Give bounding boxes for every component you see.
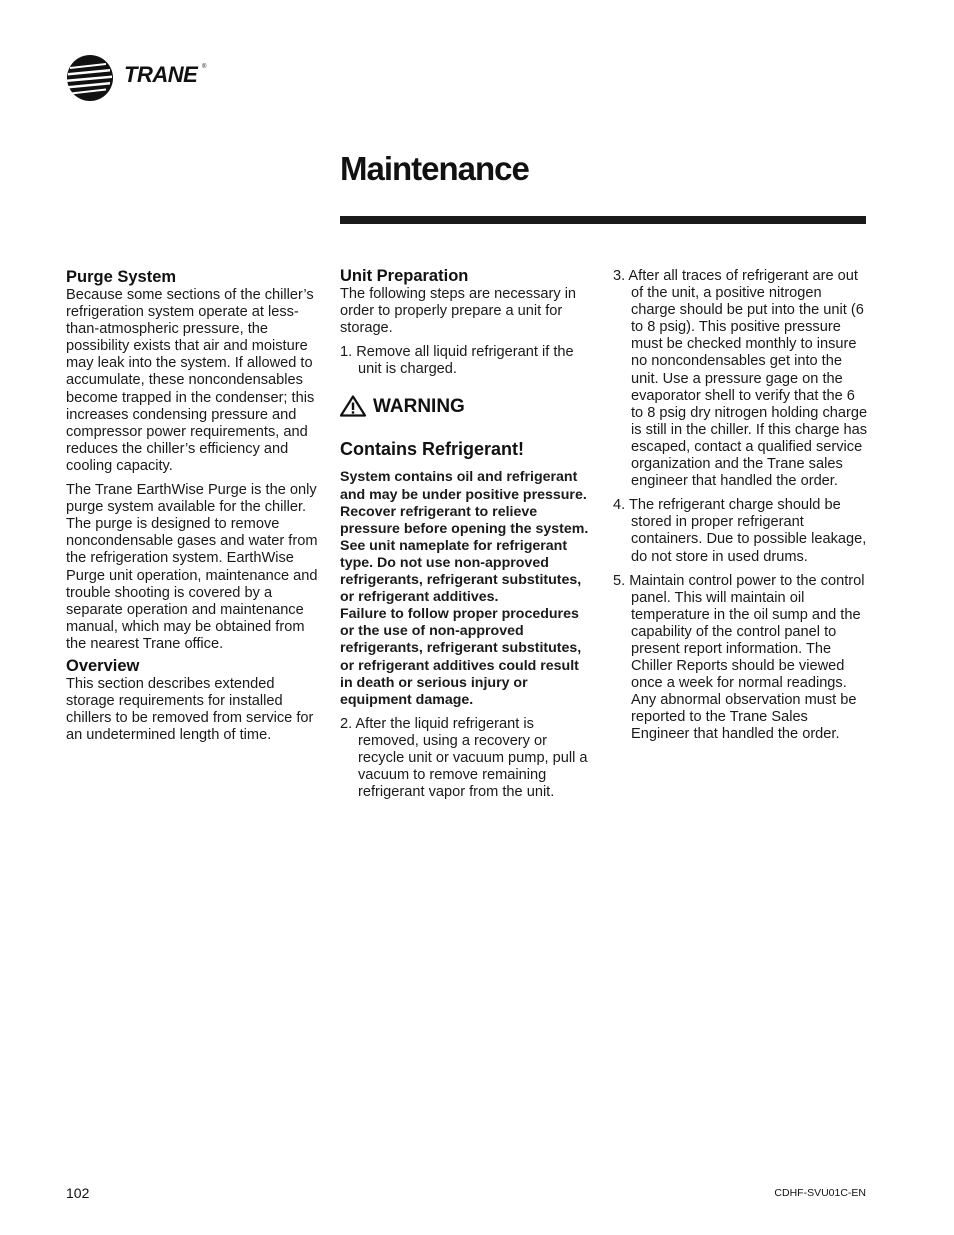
overview-paragraph: This section describes extended storage requirements for installed chillers to be removed from service for an undetermined length of time. (66, 675, 314, 744)
document-code: CDHF-SVU01C-EN (774, 1187, 866, 1199)
unit-preparation-heading: Unit Preparation (340, 267, 469, 285)
warning-header (340, 392, 592, 420)
brand-wordmark: TRANE (124, 62, 198, 87)
warning-label: WARNING (373, 395, 465, 417)
purge-paragraph-2: The Trane EarthWise Purge is the only purge system available for the chiller. The purge is designed to remove noncondensable gases and water from the refrigeration system. EarthWise Purge unit operation, maintenance and trouble shooting is covered by a separate operation and maintenance manual, which may be obtained from the nearest Trane office. (66, 482, 318, 652)
overview-heading: Overview (66, 656, 140, 675)
step-3: 3. After all traces of refrigerant are out of the unit, a positive nitrogen charge should be put into the unit (6 to 8 psig). This positive pressure must be checked monthly to insure no noncondensables get into the unit. Use a pressure gage on the evaporator shell to verify that the 6 to 8 psig dry nitrogen holding charge is still in the chiller. If this charge has escaped, contact a qualified service organization and the Trane sales engineer that handled the order. (613, 268, 868, 490)
page-number: 102 (66, 1185, 90, 1201)
trane-logo (66, 54, 216, 102)
column-middle (340, 267, 592, 808)
registered-mark: ® (202, 64, 207, 70)
warning-triangle-icon (340, 395, 366, 417)
step-1: 1. Remove all liquid refrigerant if the unit is charged. (340, 344, 574, 378)
step-4: 4. The refrigerant charge should be stored in proper refrigerant containers. Due to possible leakage, do not store in used drums. (613, 497, 867, 565)
column-left (66, 268, 318, 751)
title-rule (340, 216, 866, 224)
unit-preparation-intro: The following steps are necessary in order to properly prepare a unit for storage. (340, 286, 577, 337)
purge-system-heading: Purge System (66, 268, 177, 286)
warning-subheading: Contains Refrigerant! (340, 439, 525, 460)
warning-text-2: Failure to follow proper procedures or the use of non-approved refrigerants, refrigerant substitutes, or refrigerant additives could result in death or serious injury or equipment damage. (340, 606, 582, 708)
column-right (613, 268, 868, 751)
warning-text-1: System contains oil and refrigerant and may be under positive pressure. Recover refrigerant to relieve pressure before opening the system. See unit nameplate for refrigerant type. Do not use non-approved refrigerants, refrigerant substitutes, or refrigerant additives. (340, 469, 589, 606)
trane-logo-mark (66, 54, 114, 102)
purge-paragraph-1: Because some sections of the chiller’s refrigeration system operate at less-than-atmospheric pressure, the possibility exists that air and moisture may leak into the system. If allowed to accumulate, these noncondensables become trapped in the condenser; this increases condensing pressure and compressor power requirements, and reduces the chiller’s efficiency and cooling capacity. (66, 287, 315, 474)
step-2: 2. After the liquid refrigerant is removed, using a recovery or recycle unit or vacuum pump, pull a vacuum to remove remaining refrigerant vapor from the unit. (340, 715, 588, 801)
step-5: 5. Maintain control power to the control panel. This will maintain oil temperature in the oil sump and the capability of the control panel to present report information. The Chiller Reports should be viewed once a week for normal readings. Any abnormal observation must be reported to the Trane Sales Engineer that handled the order. (613, 572, 865, 743)
page-title: Maintenance (340, 150, 529, 187)
